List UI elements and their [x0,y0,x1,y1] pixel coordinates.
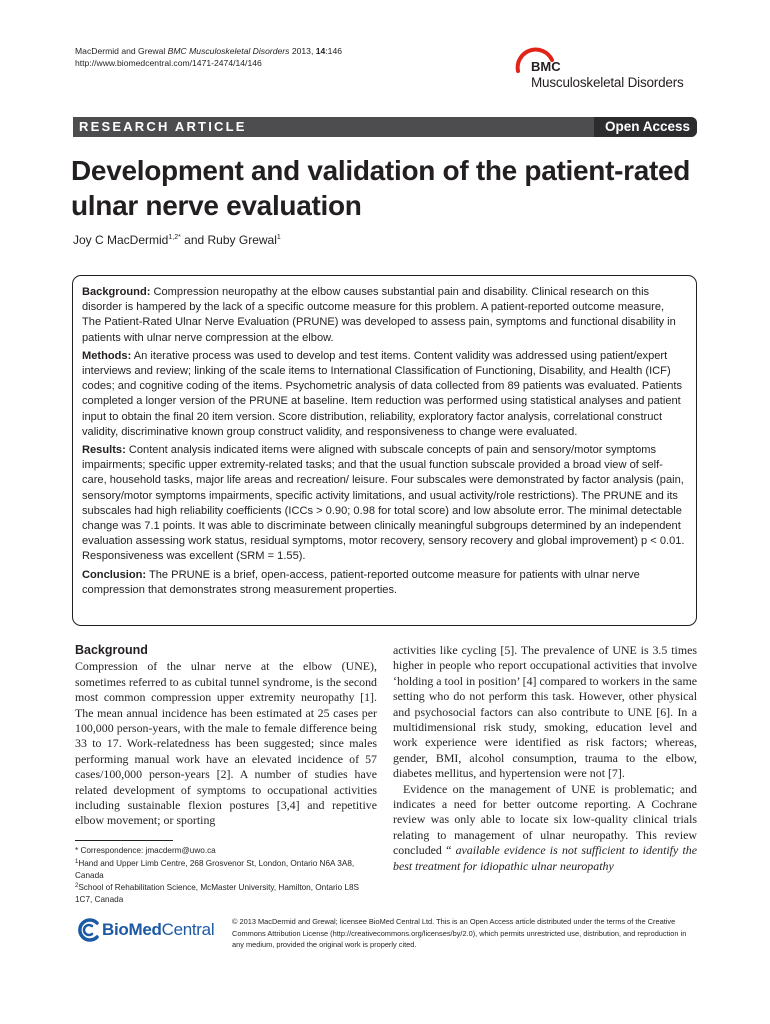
abstract-box [72,275,697,626]
abstract-background [82,285,685,346]
body-text: Evidence on the management of UNE is problematic; and indicates a need for better outcome reporting. A Cochrane review was only able to locate six low-quality clinical trials relating to management of ulnar neuropathy. This review concluded “ [393,781,697,858]
publisher-name [102,920,214,940]
article-title: Development and validation of the patient-rated ulnar nerve evaluation [71,155,691,221]
abstract-methods-text: An iterative process was used to develop and test items. Content validity was addressed using patient/expert interviews and review; linking of the scale items to International Classification of Functioning, Disability, and Health (ICF) codes; and cognitive coding of the items. Psychometric analysis of data collected from 89 patients was evaluated. Patients completed a longer version of the PRUNE at baseline. Item reduction was performed using statistical analyses and patient input to obtain the final 20 item version. Score distribution, reliability, exploratory factor analysis, correlational construct validity, discriminative known group construct validity, and responsiveness to change were evaluated. [82,349,683,438]
abstract-results-label: Results: [82,444,126,457]
publisher-name-bold: BioMed [102,920,162,939]
citation-article-number: :146 [325,46,343,56]
affiliation-1-text: Hand and Upper Limb Centre, 268 Grosvenor St, London, Ontario N6A 3A8, Canada [75,858,355,880]
author-2[interactable]: and Ruby Grewal [180,233,277,247]
article-type: RESEARCH ARTICLE [79,119,247,134]
abstract-results [82,443,685,565]
abstract-methods [82,349,685,440]
author-list [73,233,281,247]
affiliation-2-text: School of Rehabilitation Science, McMaster University, Hamilton, Ontario L8S 1C7, Canada [75,883,359,905]
affiliation-1-number: 1 [75,858,79,865]
body-quote: available evidence is not sufficient to identify the best treatment for idiopathic ulnar neuropathy [393,843,697,873]
article-type-banner [73,117,697,137]
affiliation-2-number: 2 [75,883,79,890]
publisher-name-regular: Central [161,920,215,939]
author-2-affiliation: 1 [276,234,281,241]
open-access-label: Open Access [604,119,690,134]
citation-header [75,45,342,69]
correspondence[interactable]: * Correspondence: jmacderm@uwo.ca [75,846,216,855]
footnotes [75,845,377,906]
body-paragraph: activities like cycling [5]. The prevalence of UNE is 3.5 times higher in people who report occupational activities that involve ‘holding a tool in position’ [4] compared to workers in the same setting who do not perform this task. However, other physical and psychosocial factors can also contribute to UNE [6]. In a multidimensional risk study, smoking, education level and work experience were identified as risk factors; whereas, gender, BMI, alcohol consumption, trauma to the elbow, diabetes mellitus, and hypertension were not [7]. [393,643,697,781]
abstract-results-text: Content analysis indicated items were aligned with subscale concepts of pain and sensory/motor symptoms impairments; specific upper extremity-related tasks; and that the usual function subscale provided a broad view of self-care, household tasks, major life areas and recreation/ leisure. Four subscales were demonstrated by factor analysis (pain, sensory/motor symptoms impairments, specific activity limitations, and usual activity/role restrictions). The PRUNE and its subscales had high reliability coefficients (ICCs > 0.90; 0.98 for total score) and low absolute error. The minimal detectable change was 7.1 points. It was able to discriminate between clinically meaningful subgroups determined by an independent evaluation assessing work status, residual symptoms, motor recovery, sensory recovery and global improvement) p < 0.01. Responsiveness was excellent (SRM = 1.55). [82,444,685,563]
citation-volume: 14 [315,46,326,56]
body-paragraph: Compression of the ulnar nerve at the elbow (UNE), sometimes referred to as cubital tunnel syndrome, is the second most common compression upper extremity neuropathy [1]. The mean annual incidence has been estimated at 25 cases per 100,000 person-years, with the male to female difference being 33 to 17. Work-relatedness has been suggested; since males performing manual work have an elevated incidence of 57 cases/100,000 person-years [2]. A number of studies have related development of symptoms to occupational activities including sustainable flexion postures [3,4] and repetitive elbow movement; or sporting [75,659,377,828]
abstract-background-text: Compression neuropathy at the elbow causes substantial pain and disability. Clinical research on this disorder is hampered by the lack of a specific outcome measure for this problem. A patient-reported outcome measure, The Patient-Rated Ulnar Nerve Evaluation (PRUNE) was developed to assess pain, symptoms and functional disability in patients with ulnar nerve compression at the elbow. [82,286,676,344]
author-1[interactable]: Joy C MacDermid [73,233,169,247]
author-1-affiliation: 1,2* [168,234,181,241]
abstract-background-label: Background: [82,286,151,298]
body-paragraph [393,782,697,874]
journal-logo-name: Musculoskeletal Disorders [531,75,684,90]
abstract-conclusion-label: Conclusion: [82,568,147,581]
citation-url[interactable]: http://www.biomedcentral.com/1471-2474/14/146 [75,58,262,68]
journal-logo-bmc: BMC [531,59,561,74]
abstract-conclusion-text: The PRUNE is a brief, open-access, patient-reported outcome measure for patients with ulnar nerve compression that demonstrates strong measurement properties. [82,568,640,596]
citation-year: 2013, [291,46,314,56]
citation-authors: MacDermid and Grewal [75,46,166,56]
open-access-badge [594,117,697,137]
citation-journal: BMC Musculoskeletal Disorders [167,46,290,56]
body-column-left [75,643,377,829]
affiliation-2 [75,881,377,906]
affiliation-1 [75,857,377,882]
biomed-swirl-icon [75,915,101,945]
license-notice: © 2013 MacDermid and Grewal; licensee BioMed Central Ltd. This is an Open Access article distributed under the terms of the Creative Commons Attribution License (http://creativecommons.org/licenses/by/2.0), which permits unrestricted use, distribution, and reproduction in any medium, provided the original work is properly cited. [232,917,687,950]
citation-line [75,45,342,57]
footnote-divider [75,840,173,841]
section-heading-background: Background [75,643,148,657]
publisher-logo [75,913,225,949]
abstract-conclusion [82,568,685,598]
journal-logo [515,44,705,96]
body-column-right [393,643,697,874]
abstract-methods-label: Methods: [82,349,132,362]
